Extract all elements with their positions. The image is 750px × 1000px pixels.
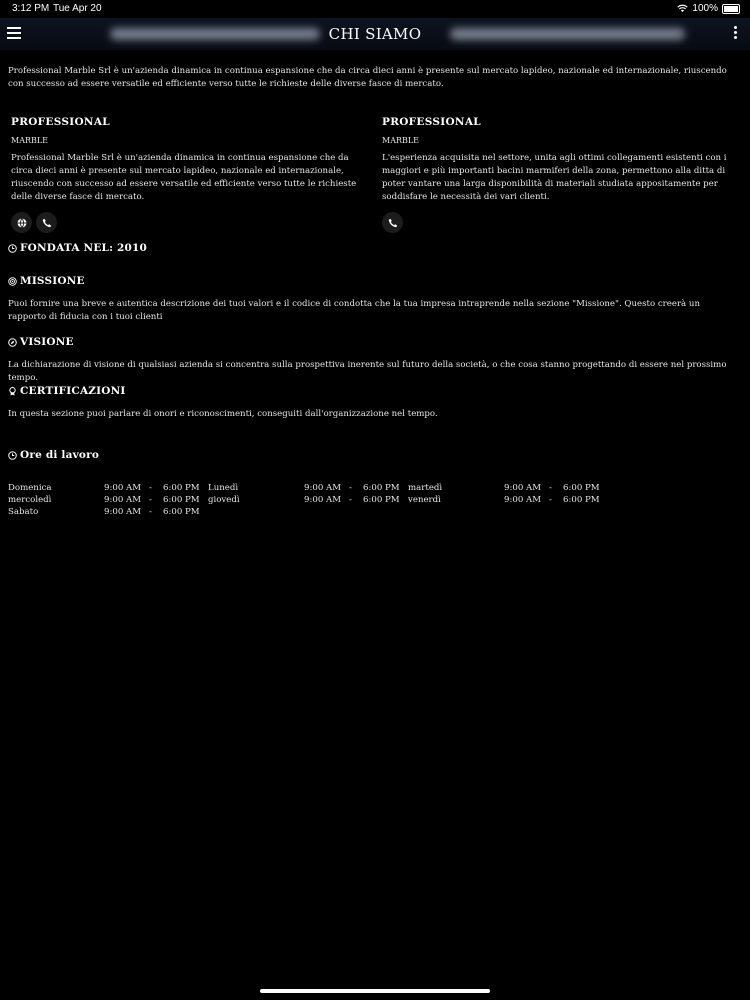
info-card-1 (11, 116, 369, 233)
founded-heading (8, 242, 147, 254)
time-separator: - (149, 495, 152, 505)
phone-icon (388, 218, 398, 228)
phone-button[interactable] (36, 212, 57, 233)
vision-heading (8, 336, 74, 348)
card-title: PROFESSIONAL (11, 116, 110, 128)
open-time: 9:00 AM (104, 507, 142, 517)
day-label: mercoledì (8, 495, 52, 505)
open-time: 9:00 AM (104, 483, 142, 493)
certifications-text: In questa sezione puoi parlare di onori e riconoscimenti, conseguiti dall'organizzazione nel tempo. (8, 409, 438, 419)
info-card-2 (382, 116, 740, 233)
close-time: 6:00 PM (363, 495, 400, 505)
vision-title: VISIONE (20, 336, 74, 348)
day-label: martedì (408, 483, 443, 493)
hours-table (8, 483, 748, 519)
status-time: 3:12 PM (12, 3, 50, 14)
certificate-icon (8, 387, 17, 396)
card-title: PROFESSIONAL (382, 116, 481, 128)
certifications-title: CERTIFICAZIONI (20, 385, 126, 397)
day-label: Sabato (8, 507, 39, 517)
target-icon (8, 277, 17, 286)
card-text: L'esperienza acquisita nel settore, unita agli ottimi collegamenti esistenti con i maggiori e più importanti bacini marmiferi della zona, permettono alla ditta di poter vantare una larga disponibilità di materiali studiata appositamente per soddisfare le necessità dei vari clienti. (382, 153, 727, 202)
phone-button[interactable] (382, 212, 403, 233)
battery-percent: 100% (692, 3, 718, 14)
card-actions (382, 212, 740, 233)
wifi-icon (677, 4, 688, 13)
hours-row (8, 507, 748, 519)
status-bar (0, 0, 750, 18)
phone-icon (42, 218, 52, 228)
hours-heading (8, 449, 99, 461)
close-time: 6:00 PM (163, 507, 200, 517)
clock-icon (8, 244, 17, 253)
time-separator: - (349, 495, 352, 505)
hours-row (8, 483, 748, 495)
time-separator: - (549, 483, 552, 493)
mission-text: Puoi fornire una breve e autentica descrizione dei tuoi valori e il codice di condotta che la tua impresa intraprende nella sezione "Missione". Questo creerà un rapporto di fiducia con i tuoi clienti (8, 299, 700, 322)
intro-paragraph: Professional Marble Srl è un'azienda dinamica in continua espansione che da circa dieci anni è presente sul mercato lapideo, nazionale ed internazionale, riuscendo con successo ad essere versatile ed efficiente verso tutte le richieste delle diverse fasce di mercato. (8, 66, 727, 89)
day-label: Lunedì (208, 483, 239, 493)
card-subtitle: MARBLE (11, 136, 49, 145)
more-options-icon[interactable] (734, 26, 738, 41)
card-actions (11, 212, 369, 233)
certifications-heading (8, 385, 126, 397)
hours-row (8, 495, 748, 507)
open-time: 9:00 AM (304, 483, 342, 493)
home-indicator[interactable] (260, 989, 490, 993)
compass-icon (8, 338, 17, 347)
time-separator: - (549, 495, 552, 505)
founded-label: FONDATA NEL: 2010 (20, 242, 148, 254)
mission-heading (8, 275, 85, 287)
card-subtitle: MARBLE (382, 136, 420, 145)
close-time: 6:00 PM (163, 495, 200, 505)
page-title: CHI SIAMO (328, 25, 422, 43)
clock-icon (8, 451, 17, 460)
open-time: 9:00 AM (504, 483, 542, 493)
status-indicators (677, 3, 740, 14)
open-time: 9:00 AM (504, 495, 542, 505)
status-date: Tue Apr 20 (53, 3, 102, 14)
battery-icon (722, 4, 740, 14)
close-time: 6:00 PM (363, 483, 400, 493)
day-label: giovedì (208, 495, 240, 505)
blurred-header-text-right (450, 28, 685, 40)
website-button[interactable] (11, 212, 32, 233)
time-separator: - (349, 483, 352, 493)
card-text: Professional Marble Srl è un'azienda dinamica in continua espansione che da circa dieci anni è presente sul mercato lapideo, nazionale ed internazionale, riuscendo con successo ad essere versatile ed efficiente verso tutte le richieste delle diverse fasce di mercato. (11, 153, 357, 202)
time-separator: - (149, 483, 152, 493)
time-separator: - (149, 507, 152, 517)
close-time: 6:00 PM (563, 483, 600, 493)
day-label: Domenica (8, 483, 52, 493)
globe-icon (17, 218, 27, 228)
close-time: 6:00 PM (163, 483, 200, 493)
open-time: 9:00 AM (304, 495, 342, 505)
close-time: 6:00 PM (563, 495, 600, 505)
navigation-bar (0, 18, 750, 50)
open-time: 9:00 AM (104, 495, 142, 505)
hours-title: Ore di lavoro (20, 449, 100, 461)
vision-text: La dichiarazione di visione di qualsiasi azienda si concentra sulla prospettiva inerente sul futuro della società, o che cosa stanno progettando di essere nel prossimo tempo. (8, 360, 727, 383)
day-label: venerdì (408, 495, 441, 505)
mission-title: MISSIONE (20, 275, 85, 287)
